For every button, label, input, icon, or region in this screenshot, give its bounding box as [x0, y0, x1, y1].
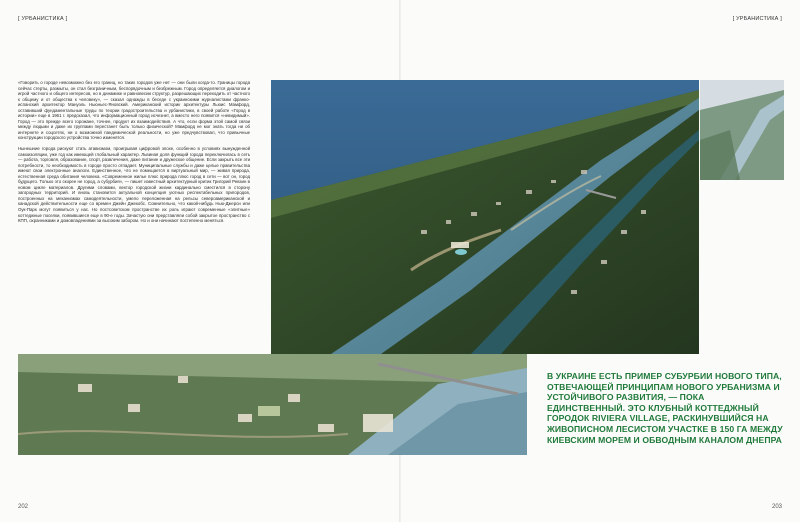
section-tag-left: [ УРБАНИСТИКА ]	[18, 16, 68, 22]
aerial-photo-bottom	[18, 354, 527, 455]
page-number-right: 203	[771, 504, 782, 510]
article-body	[18, 80, 250, 229]
section-tag-right: [ УРБАНИСТИКА ]	[732, 16, 782, 22]
pull-quote: В УКРАИНЕ ЕСТЬ ПРИМЕР СУБУРБИИ НОВОГО ТИПА, ОТВЕЧАЮЩЕЙ ПРИНЦИПАМ НОВОГО УРБАНИЗМА И УСТОЙЧИВОГО РАЗВИТИЯ, — ПОКА ЕДИНСТВЕННЫЙ. ЭТО КЛУБНЫЙ КОТТЕДЖНЫЙ ГОРОДОК RIVIERA VILLAGE, РАСКИНУВШИЙСЯ НА ЖИВОПИСНОМ ЛЕСИСТОМ УЧАСТКЕ В 150 ГА МЕЖДУ КИЕВСКИМ МОРЕМ И ОБВОДНЫМ КАНАЛОМ ДНЕПРА	[547, 371, 783, 445]
page-number-left: 202	[18, 504, 29, 510]
article-paragraph: «Говорить о городе невозможно без его границ, но таких городов уже нет — они были когда-то. Границы города сейчас стерты, размыты, он стал безграничным, беспорядочным и безбрежным. Город определяется диалогом и игрой частного и общего интересов, но в динамике и равновесии структур, разрешающих переходить от частного к общему и от общества к человеку», — сказал однажды в беседе с украинскими журналистами франко-испанский архитектор Мануэль Ньюньес-Яновский. Американский историк архитектуры Льюис Мамфорд, оставивший фундаментальные труды по теории градостроительства и урбанистики, в своей работе «Город в истории» еще в 1961 г. предсказал, что информационный город исчезнет, а вместо него появится «невидимый». Город — это прежде всего горожане, точнее, продукт их взаимодействия. А что, если форма этой самой связи между людьми и даже их группами перестанет быть только физической? Мамфорд не мог знать тогда ни об интернете и соцсетях, ни о возможной пандемической реальности, но уже предчувствовал, что привычные конструкции городского устройства точно изменятся.	[18, 80, 250, 141]
article-paragraph: Нынешние города рискуют стать атавизмом, проигрывая цифровой эпохе, особенно в условиях вынужденной самоизоляции, уже год как имеющей глобальный характер. Львиная доля функций города переключилась в сеть — работа, торговля, образование, спорт, развлечения, даже питание и дружеское общение. Если закрыть все эти потребности, то необходимость в городе просто отпадает. Муниципальные службы и даже целые правительства имеют свои электронные аналоги. Единственное, что не помещается в виртуальный мир, — живая природа, естественная среда обитания человека. «Современное жилье плюс природа плюс город в сети — вот он, город будущего. Только это скорее не город, а субурбия», — пишет известный архитектурный критик Григорий Ревзин в новом цикле материалов. Другими словами, вектор городской жизни кардинально сместился в сторону загородных территорий. И вновь становится актуальной концепция уютных респектабельных пригородов, построенных на механизмах самодеятельности, умело переложенная на рельсы североамериканской и канадской действительности еще со времен Джейн Джекобс. Сомнительно, что какой-нибудь Нью-Джерси или Оук-Парк могут появиться у нас. Но постсоветском пространстве их роль играют современные «элитные» коттеджные поселки, появившиеся еще в 90-е годы. Зачастую они представляли собой закрытое пространство с КПП, охранниками и домовладениями за высоким забором. Но и они начинают постепенно меняться.	[18, 146, 250, 224]
aerial-photo-main	[271, 80, 699, 354]
aerial-photo-strip	[700, 80, 784, 180]
